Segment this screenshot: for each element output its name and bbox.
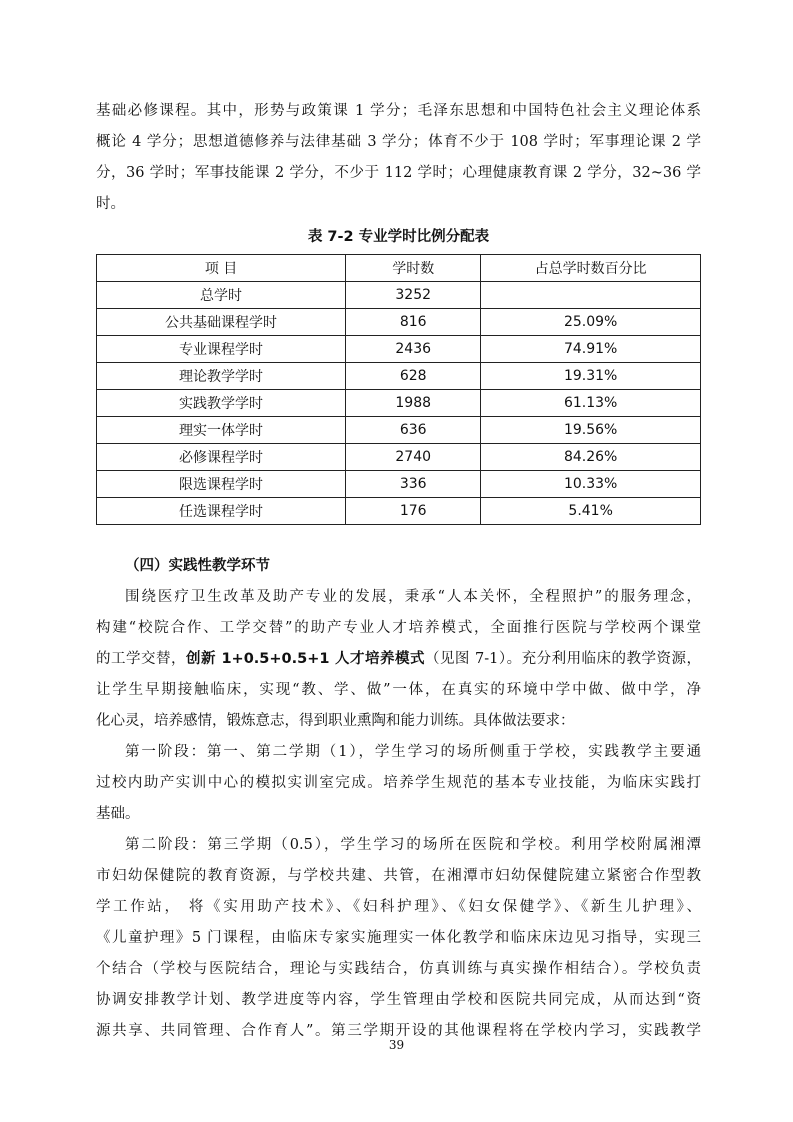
header-hours: 学时数 (346, 255, 481, 282)
intro-line: 基础必修课程。其中，形势与政策课 1 学分；毛泽东思想和中国特色社会主义理论体系 (96, 103, 701, 119)
row-percentage: 19.56% (481, 417, 701, 444)
row-hours: 176 (346, 498, 481, 525)
row-label: 必修课程学时 (97, 444, 346, 471)
row-hours: 336 (346, 471, 481, 498)
row-percentage: 84.26% (481, 444, 701, 471)
table-row (97, 444, 701, 471)
row-percentage: 5.41% (481, 498, 701, 525)
practice-paragraph-2 (96, 737, 701, 830)
row-hours: 3252 (346, 282, 481, 309)
table-row (97, 282, 701, 309)
row-label: 总学时 (97, 282, 346, 309)
row-hours: 816 (346, 309, 481, 336)
header-item: 项 目 (97, 255, 346, 282)
paragraph-line (96, 644, 701, 675)
paragraph-line: 个结合（学校与医院结合，理论与实践结合，仿真训练与真实操作相结合）。学校负责 (96, 961, 701, 977)
practice-paragraph-1 (96, 582, 701, 737)
paragraph-line: 第一阶段：第一、第二学期（1），学生学习的场所侧重于学校，实践教学主要通 (125, 744, 701, 760)
row-label: 理实一体学时 (97, 417, 346, 444)
table-row (97, 498, 701, 525)
paragraph-line: 基础。 (96, 806, 140, 822)
row-percentage: 61.13% (481, 390, 701, 417)
paragraph-line: 构建“校院合作、工学交替”的助产专业人才培养模式，全面推行医院与学校两个课堂 (96, 620, 701, 636)
intro-line: 时。 (96, 196, 125, 212)
row-percentage: 25.09% (481, 309, 701, 336)
row-percentage: 10.33% (481, 471, 701, 498)
page-number: 39 (388, 1038, 405, 1052)
row-percentage (481, 282, 701, 309)
row-hours: 2436 (346, 336, 481, 363)
table-row (97, 471, 701, 498)
row-label: 任选课程学时 (97, 498, 346, 525)
hours-ratio-table (96, 254, 701, 525)
table-row (97, 363, 701, 390)
practice-paragraph-3 (96, 830, 701, 1047)
row-label: 专业课程学时 (97, 336, 346, 363)
paragraph-line: 第二阶段：第三学期（0.5），学生学习的场所在医院和学校。利用学校附属湘潭 (125, 837, 701, 853)
paragraph-line: 协调安排教学计划、教学进度等内容，学生管理由学校和医院共同完成，从而达到“资 (96, 992, 701, 1008)
section-heading: （四）实践性教学环节 (125, 558, 270, 574)
intro-paragraph (96, 96, 701, 220)
intro-line: 概论 4 学分；思想道德修养与法律基础 3 学分；体育不少于 108 学时；军事理论课 2 学 (96, 134, 701, 150)
row-percentage: 74.91% (481, 336, 701, 363)
table-row (97, 417, 701, 444)
row-label: 公共基础课程学时 (97, 309, 346, 336)
paragraph-line: 围绕医疗卫生改革及助产专业的发展，秉承“人本关怀，全程照护”的服务理念， (125, 589, 701, 605)
row-label: 限选课程学时 (97, 471, 346, 498)
table-header-row (97, 255, 701, 282)
row-label: 实践教学学时 (97, 390, 346, 417)
paragraph-line: 源共享、共同管理、合作育人”。第三学期开设的其他课程将在学校内学习，实践教学 (96, 1023, 701, 1039)
paragraph-line: 学工作站， 将《实用助产技术》、《妇科护理》、《妇女保健学》、《新生儿护理》、 (96, 899, 701, 915)
page-body (96, 96, 701, 1047)
row-percentage: 19.31% (481, 363, 701, 390)
paragraph-line: 过校内助产实训中心的模拟实训室完成。培养学生规范的基本专业技能，为临床实践打 (96, 775, 701, 791)
table-row (97, 336, 701, 363)
paragraph-line: 让学生早期接触临床，实现“教、学、做”一体，在真实的环境中学中做、做中学，净 (96, 682, 701, 698)
table-row (97, 390, 701, 417)
intro-line: 分，36 学时；军事技能课 2 学分，不少于 112 学时；心理健康教育课 2 学分，32~36 学 (96, 165, 701, 181)
table-row (97, 309, 701, 336)
row-hours: 1988 (346, 390, 481, 417)
text-segment: 的工学交替， (96, 651, 186, 667)
header-percentage: 占总学时数百分比 (481, 255, 701, 282)
row-label: 理论教学学时 (97, 363, 346, 390)
paragraph-line: 化心灵，培养感情，锻炼意志，得到职业熏陶和能力训练。具体做法要求： (96, 713, 575, 729)
paragraph-line: 市妇幼保健院的教育资源，与学校共建、共管，在湘潭市妇幼保健院建立紧密合作型教 (96, 868, 701, 884)
table-caption: 表 7-2 专业学时比例分配表 (307, 229, 490, 245)
row-hours: 2740 (346, 444, 481, 471)
text-segment: （见图 7-1）。充分利用临床的教学资源， (424, 651, 701, 667)
row-hours: 636 (346, 417, 481, 444)
bold-text-segment: 创新 1+0.5+0.5+1 人才培养模式 (185, 651, 425, 667)
row-hours: 628 (346, 363, 481, 390)
paragraph-line: 《儿童护理》5 门课程，由临床专家实施理实一体化教学和临床床边见习指导，实现三 (96, 930, 701, 946)
